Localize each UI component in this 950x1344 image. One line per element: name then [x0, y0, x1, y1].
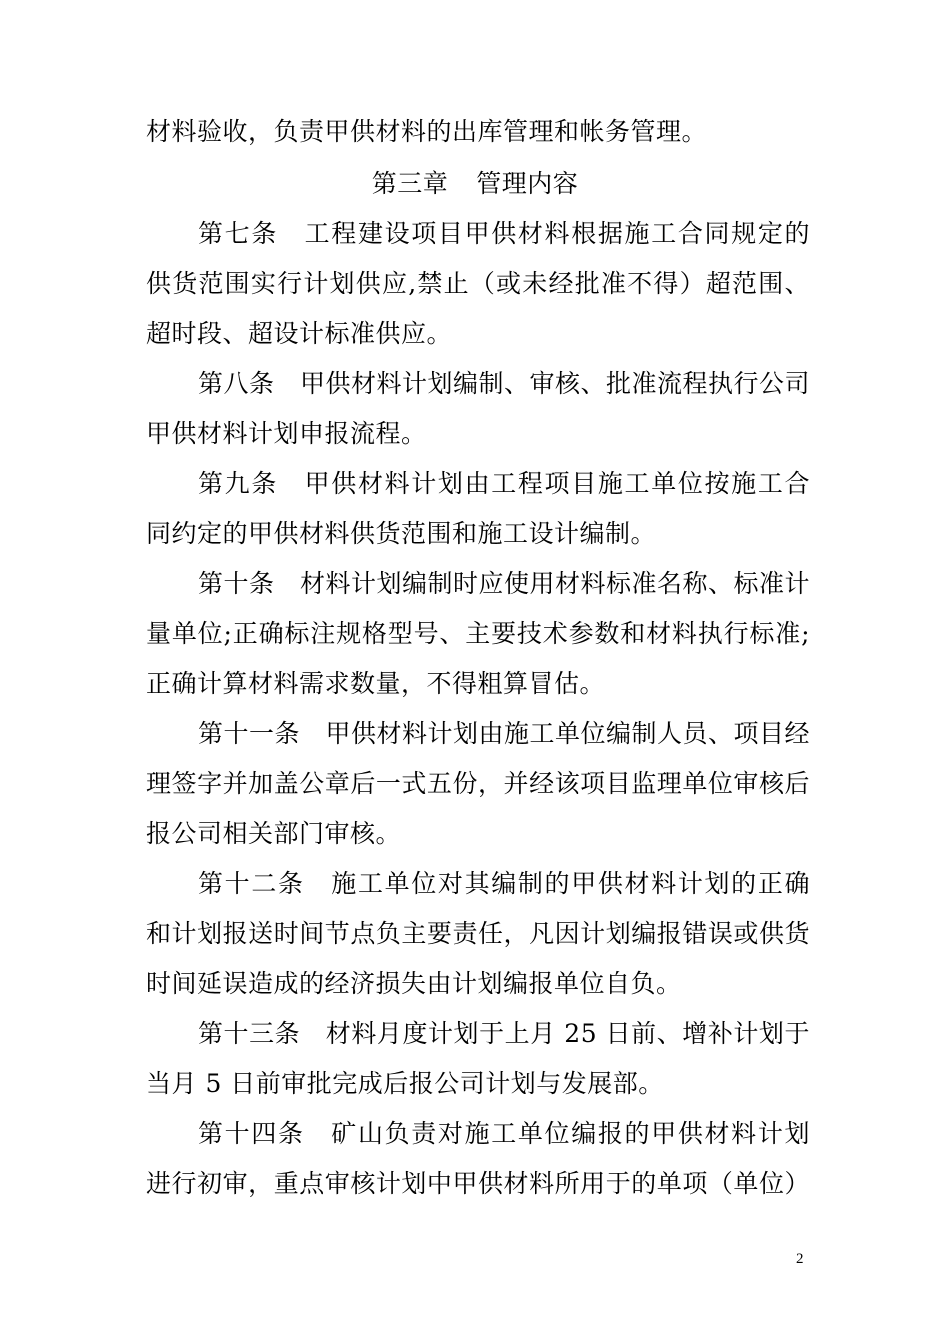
article-line: 第八条 甲供材料计划编制、审核、批准流程执行公司	[198, 369, 811, 398]
chapter-title: 管理内容	[476, 169, 579, 198]
article-line: 理签字并加盖公章后一式五份，并经该项目监理单位审核后	[146, 769, 810, 798]
article-line: 报公司相关部门审核。	[146, 819, 402, 848]
article-line: 第十三条 材料月度计划于上月 25 日前、增补计划于	[198, 1019, 810, 1048]
page-number: 2	[796, 1251, 804, 1267]
article-line: 供货范围实行计划供应,禁止（或未经批准不得）超范围、	[146, 269, 810, 298]
article-line: 第九条 甲供材料计划由工程项目施工单位按施工合	[198, 469, 810, 498]
article-line: 时间延误造成的经济损失由计划编报单位自负。	[146, 969, 682, 998]
article-line: 和计划报送时间节点负主要责任，凡因计划编报错误或供货	[146, 919, 810, 948]
article-line: 量单位;正确标注规格型号、主要技术参数和材料执行标准;	[146, 619, 810, 648]
article-line: 同约定的甲供材料供货范围和施工设计编制。	[146, 519, 657, 548]
article-line: 第十条 材料计划编制时应使用材料标准名称、标准计	[198, 569, 811, 598]
article-line: 第七条 工程建设项目甲供材料根据施工合同规定的	[198, 219, 810, 248]
chapter-heading	[0, 168, 950, 200]
article-line: 进行初审，重点审核计划中甲供材料所用于的单项（单位）	[146, 1169, 810, 1198]
article-line: 超时段、超设计标准供应。	[146, 319, 453, 348]
article-line: 甲供材料计划申报流程。	[146, 419, 427, 448]
article-line: 第十二条 施工单位对其编制的甲供材料计划的正确	[198, 869, 810, 898]
article-line: 正确计算材料需求数量，不得粗算冒估。	[146, 669, 606, 698]
chapter-number: 第三章	[371, 169, 449, 198]
continuation-line: 材料验收，负责甲供材料的出库管理和帐务管理。	[146, 117, 708, 146]
article-line: 第十四条 矿山负责对施工单位编报的甲供材料计划	[198, 1119, 810, 1148]
article-line: 第十一条 甲供材料计划由施工单位编制人员、项目经	[198, 719, 811, 748]
article-line: 当月 5 日前审批完成后报公司计划与发展部。	[146, 1069, 664, 1098]
